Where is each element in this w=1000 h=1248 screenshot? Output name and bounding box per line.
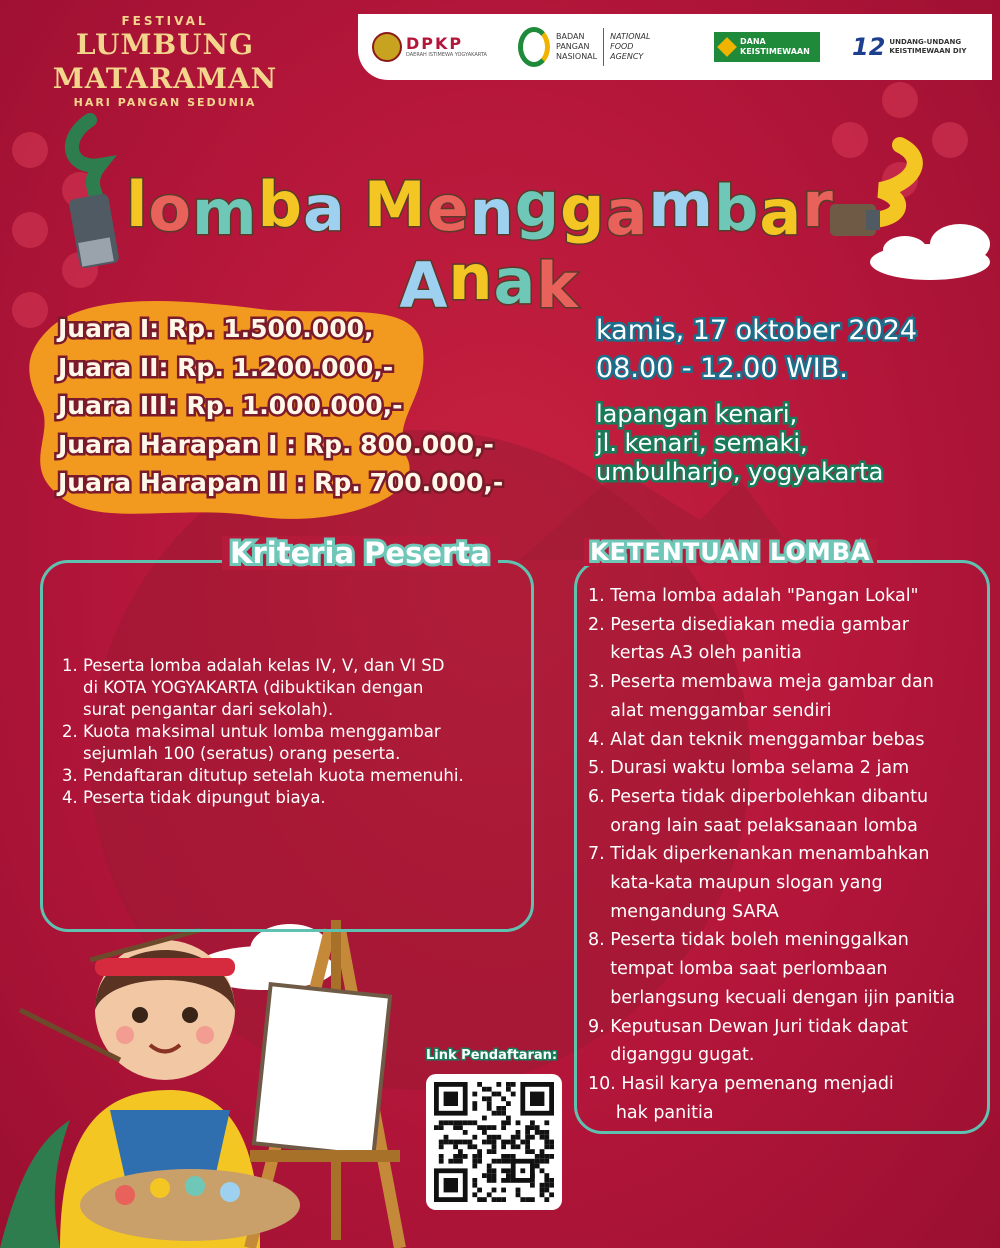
title-letter: l <box>126 168 149 241</box>
bapanas-logo <box>518 24 650 70</box>
title-letter: A <box>399 249 449 322</box>
location-line-1: lapangan kenari, <box>596 400 798 428</box>
dana-emblem-icon <box>717 37 737 57</box>
ketentuan-line: hak panitia <box>588 1102 714 1123</box>
registration-qr-code[interactable] <box>426 1074 562 1210</box>
ketentuan-line: 6. Peserta tidak diperbolehkan dibantu <box>588 786 929 807</box>
ketentuan-line: 10. Hasil karya pemenang menjadi <box>588 1073 894 1094</box>
nfa-line-3: AGENCY <box>610 52 644 61</box>
title-letter: r <box>802 168 834 241</box>
plant-left <box>0 1120 70 1248</box>
dana-keistimewaan-logo <box>714 32 820 62</box>
title-letter: e <box>426 172 470 245</box>
ketentuan-line: kata-kata maupun slogan yang <box>588 873 883 894</box>
bapanas-line-2: PANGAN <box>556 42 590 51</box>
title-letter: n <box>469 176 515 249</box>
palette-illustration <box>80 1169 300 1241</box>
bapanas-emblem-icon <box>518 27 550 67</box>
ketentuan-line: berlangsung kecuali dengan ijin panitia <box>588 987 956 1008</box>
prize-harapan-2: Juara Harapan II : Rp. 700.000,- <box>58 468 504 497</box>
uu-line-1: UNDANG-UNDANG <box>889 38 962 46</box>
kriteria-line: 4. Peserta tidak dipungut biaya. <box>62 788 326 807</box>
kriteria-title: Kriteria Peserta <box>222 536 498 570</box>
title-letter: m <box>648 168 715 241</box>
kriteria-line: sejumlah 100 (seratus) orang peserta. <box>62 744 401 763</box>
event-time: 08.00 - 12.00 WIB. <box>596 353 848 384</box>
kriteria-list <box>62 655 522 809</box>
location-line-3: umbulharjo, yogyakarta <box>596 458 884 486</box>
festival-logo <box>20 14 310 109</box>
title-letter: n <box>448 241 494 314</box>
ketentuan-line: 8. Peserta tidak boleh meninggalkan <box>588 930 909 951</box>
title-letter: b <box>714 172 760 245</box>
title-letter: a <box>759 176 803 249</box>
nfa-line-2: FOOD <box>610 42 634 51</box>
kriteria-line: surat pengantar dari sekolah). <box>62 700 334 719</box>
kriteria-line: di KOTA YOGYAKARTA (dibuktikan dengan <box>62 678 424 697</box>
title-letter: m <box>192 176 258 249</box>
bapanas-divider <box>603 28 604 66</box>
prize-3: Juara III: Rp. 1.000.000,- <box>58 391 403 420</box>
title-letter: a <box>303 172 346 245</box>
location-line-2: jl. kenari, semaki, <box>596 429 808 457</box>
title-letter: M <box>363 168 427 241</box>
kriteria-line: 2. Kuota maksimal untuk lomba menggambar <box>62 722 441 741</box>
festival-label: FESTIVAL <box>121 14 209 28</box>
dana-line-1: DANA <box>740 37 766 46</box>
ketentuan-line: 5. Durasi waktu lomba selama 2 jam <box>588 758 910 779</box>
title-letter: g <box>514 168 561 241</box>
kriteria-line: 3. Pendaftaran ditutup setelah kuota memenuhi. <box>62 766 464 785</box>
title-letter: g <box>560 172 606 245</box>
dpkp-subtitle: DAERAH ISTIMEWA YOGYAKARTA <box>406 52 487 58</box>
uu-line-2: KEISTIMEWAAN DIY <box>889 47 967 55</box>
title-letter: k <box>536 249 579 322</box>
title-letter <box>346 176 364 249</box>
dpkp-name: DPKP <box>406 34 464 53</box>
title-area <box>0 150 1000 322</box>
event-info <box>596 312 976 487</box>
festival-subtitle: HARI PANGAN SEDUNIA <box>73 96 257 109</box>
title-letter: b <box>257 168 304 241</box>
ketentuan-line: orang lain saat pelaksanaan lomba <box>588 815 918 836</box>
uu-anniversary-number: 12 <box>852 32 886 61</box>
uu-keistimewaan-logo <box>852 24 966 70</box>
ketentuan-title: KETENTUAN LOMBA <box>584 538 877 566</box>
ketentuan-line: 2. Peserta disediakan media gambar <box>588 614 909 635</box>
prize-1: Juara I: Rp. 1.500.000, <box>58 314 374 343</box>
kriteria-line: 1. Peserta lomba adalah kelas IV, V, dan VI SD <box>62 656 445 675</box>
ketentuan-line: 3. Peserta membawa meja gambar dan <box>588 672 934 693</box>
festival-name: LUMBUNG MATARAMAN <box>52 28 278 95</box>
prize-harapan-1: Juara Harapan I : Rp. 800.000,- <box>58 429 494 459</box>
dpkp-emblem-icon <box>372 32 402 62</box>
ketentuan-line: alat menggambar sendiri <box>588 700 832 721</box>
prize-list <box>58 310 518 503</box>
sponsor-bar <box>358 14 992 80</box>
ketentuan-line: tempat lomba saat perlombaan <box>588 959 888 980</box>
qr-code-icon <box>434 1082 554 1202</box>
dana-line-2: KEISTIMEWAAN <box>740 47 810 56</box>
bapanas-line-1: BADAN <box>556 32 585 41</box>
ketentuan-list <box>588 582 980 1127</box>
event-location <box>596 400 976 487</box>
prize-2: Juara II: Rp. 1.200.000,- <box>58 352 394 382</box>
ketentuan-line: 4. Alat dan teknik menggambar bebas <box>588 729 925 750</box>
nfa-line-1: NATIONAL <box>610 32 651 41</box>
registration-label: Link Pendaftaran: <box>426 1048 558 1063</box>
title-letter: o <box>148 172 193 245</box>
dpkp-logo <box>372 24 487 70</box>
event-date: kamis, 17 oktober 2024 <box>596 315 918 346</box>
ketentuan-line: kertas A3 oleh panitia <box>588 643 802 664</box>
ketentuan-line: 9. Keputusan Dewan Juri tidak dapat <box>588 1016 908 1037</box>
bapanas-line-3: NASIONAL <box>556 52 598 61</box>
ketentuan-line: 1. Tema lomba adalah "Pangan Lokal" <box>588 586 919 606</box>
ketentuan-line: 7. Tidak diperkenankan menambahkan <box>588 844 930 865</box>
ketentuan-line: diganggu gugat. <box>588 1045 755 1066</box>
title-letter: a <box>605 176 649 249</box>
title-letter: a <box>493 245 537 318</box>
ketentuan-line: mengandung SARA <box>588 901 779 922</box>
